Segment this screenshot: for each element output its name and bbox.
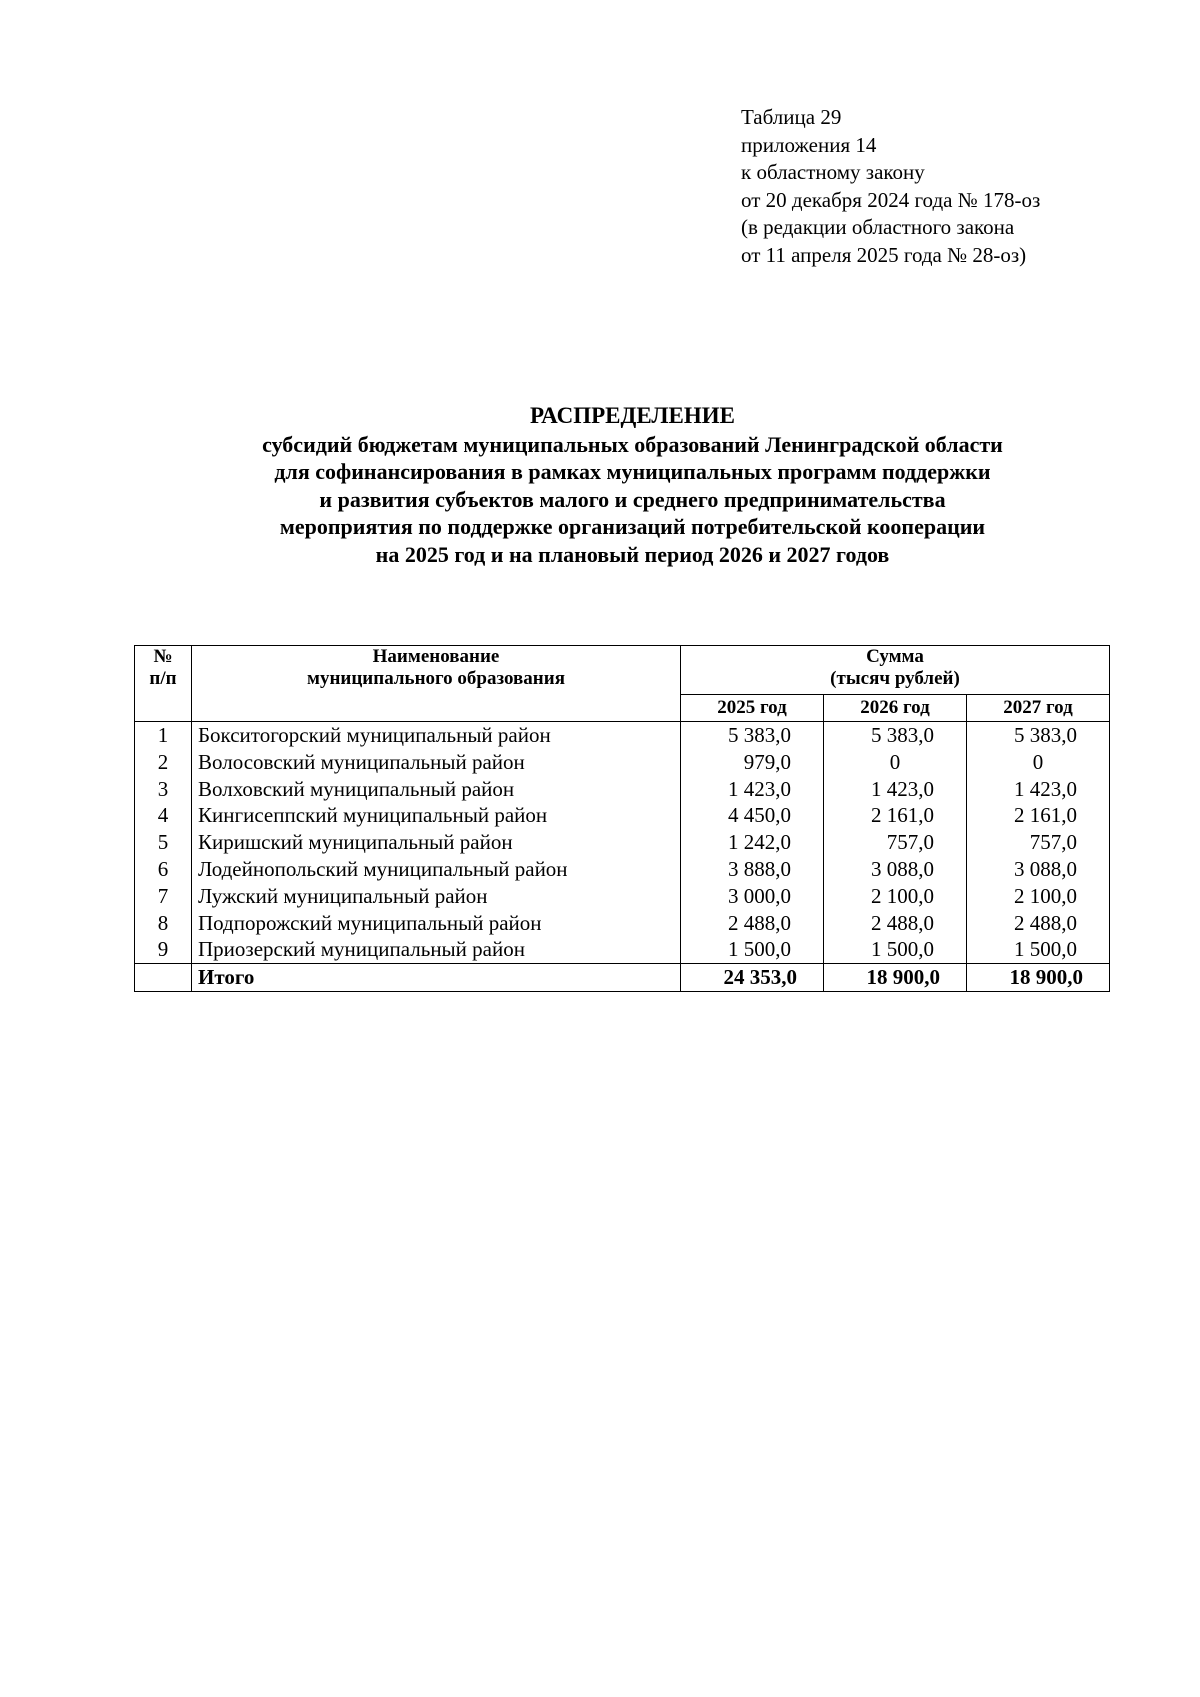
total-value-2027: 18 900,0 [967, 964, 1110, 992]
table-row [135, 883, 1110, 910]
row-number: 6 [135, 856, 192, 883]
row-value-2025: 2 488,0 [681, 910, 824, 937]
row-number: 5 [135, 829, 192, 856]
table-header [135, 646, 1110, 722]
row-value-2027: 5 383,0 [967, 722, 1110, 749]
row-municipality: Приозерский муниципальный район [192, 936, 681, 963]
header-year-2026: 2026 год [824, 695, 967, 722]
table-row [135, 749, 1110, 776]
table-row [135, 829, 1110, 856]
header-line: Таблица 29 [741, 105, 842, 129]
total-value-2026: 18 900,0 [824, 964, 967, 992]
row-municipality: Бокситогорский муниципальный район [192, 722, 681, 749]
row-value-2027: 1 423,0 [967, 776, 1110, 803]
title-main: РАСПРЕДЕЛЕНИЕ [530, 403, 735, 428]
row-value-2025: 3 888,0 [681, 856, 824, 883]
header-line: от 20 декабря 2024 года № 178-оз [741, 187, 1041, 212]
row-value-2027: 2 100,0 [967, 883, 1110, 910]
row-number: 9 [135, 936, 192, 963]
row-value-2025: 5 383,0 [681, 722, 824, 749]
row-value-2026: 2 161,0 [824, 802, 967, 829]
row-value-2027: 2 488,0 [967, 910, 1110, 937]
row-value-2027: 1 500,0 [967, 936, 1110, 963]
row-municipality: Подпорожский муниципальный район [192, 910, 681, 937]
row-value-2026: 1 500,0 [824, 936, 967, 963]
table-row [135, 802, 1110, 829]
table-row [135, 936, 1110, 963]
row-value-2026: 0 [824, 749, 967, 776]
table-row [135, 722, 1110, 749]
header-num-symbol: № [153, 646, 173, 667]
row-value-2027: 757,0 [967, 829, 1110, 856]
row-value-2027: 3 088,0 [967, 856, 1110, 883]
title-line: субсидий бюджетам муниципальных образований Ленинградской области [262, 431, 1003, 457]
header-cell-sum [681, 646, 1110, 695]
row-municipality: Кингисеппский муниципальный район [192, 802, 681, 829]
title-line: для софинансирования в рамках муниципальных программ поддержки [274, 459, 991, 484]
total-row [135, 964, 1110, 992]
header-line: приложения 14 [741, 132, 877, 157]
row-municipality: Лодейнопольский муниципальный район [192, 856, 681, 883]
header-line: к областному закону [741, 160, 925, 184]
row-value-2025: 979,0 [681, 749, 824, 776]
table-row [135, 856, 1110, 883]
header-cell-name [192, 646, 681, 722]
row-value-2025: 3 000,0 [681, 883, 824, 910]
total-label: Итого [192, 964, 681, 992]
row-municipality: Волосовский муниципальный район [192, 749, 681, 776]
row-value-2026: 1 423,0 [824, 776, 967, 803]
row-value-2026: 5 383,0 [824, 722, 967, 749]
row-number: 7 [135, 883, 192, 910]
header-cell-num [135, 646, 192, 722]
document-reference-block [741, 104, 1040, 269]
row-number: 2 [135, 749, 192, 776]
table-row [135, 910, 1110, 937]
row-value-2026: 2 488,0 [824, 910, 967, 937]
document-title [0, 402, 1200, 568]
header-name-line1: Наименование [372, 646, 500, 667]
distribution-table [134, 645, 1110, 992]
header-sum-line1: Сумма [866, 646, 924, 667]
header-num-label: п/п [149, 668, 177, 689]
row-value-2027: 2 161,0 [967, 802, 1110, 829]
table-row [135, 776, 1110, 803]
row-value-2025: 4 450,0 [681, 802, 824, 829]
header-line: от 11 апреля 2025 года № 28-оз) [741, 242, 1027, 267]
header-year-2025: 2025 год [681, 695, 824, 722]
row-municipality: Волховский муниципальный район [192, 776, 681, 803]
row-number: 8 [135, 910, 192, 937]
row-value-2025: 1 423,0 [681, 776, 824, 803]
row-value-2027: 0 [967, 749, 1110, 776]
row-number: 1 [135, 722, 192, 749]
header-name-line2: муниципального образования [307, 668, 565, 689]
table-body [135, 722, 1110, 964]
row-value-2026: 757,0 [824, 829, 967, 856]
total-number-cell [135, 964, 192, 992]
row-municipality: Киришский муниципальный район [192, 829, 681, 856]
header-line: (в редакции областного закона [741, 215, 1015, 239]
row-value-2026: 2 100,0 [824, 883, 967, 910]
header-year-2027: 2027 год [967, 695, 1110, 722]
header-sum-line2: (тысяч рублей) [830, 668, 960, 689]
row-number: 4 [135, 802, 192, 829]
row-value-2026: 3 088,0 [824, 856, 967, 883]
row-value-2025: 1 242,0 [681, 829, 824, 856]
row-value-2025: 1 500,0 [681, 936, 824, 963]
title-line: на 2025 год и на плановый период 2026 и 2027 годов [375, 541, 890, 567]
row-number: 3 [135, 776, 192, 803]
title-line: и развития субъектов малого и среднего предпринимательства [319, 486, 946, 512]
title-line: мероприятия по поддержке организаций потребительской кооперации [279, 514, 986, 539]
table-footer [135, 964, 1110, 992]
row-municipality: Лужский муниципальный район [192, 883, 681, 910]
total-value-2025: 24 353,0 [681, 964, 824, 992]
